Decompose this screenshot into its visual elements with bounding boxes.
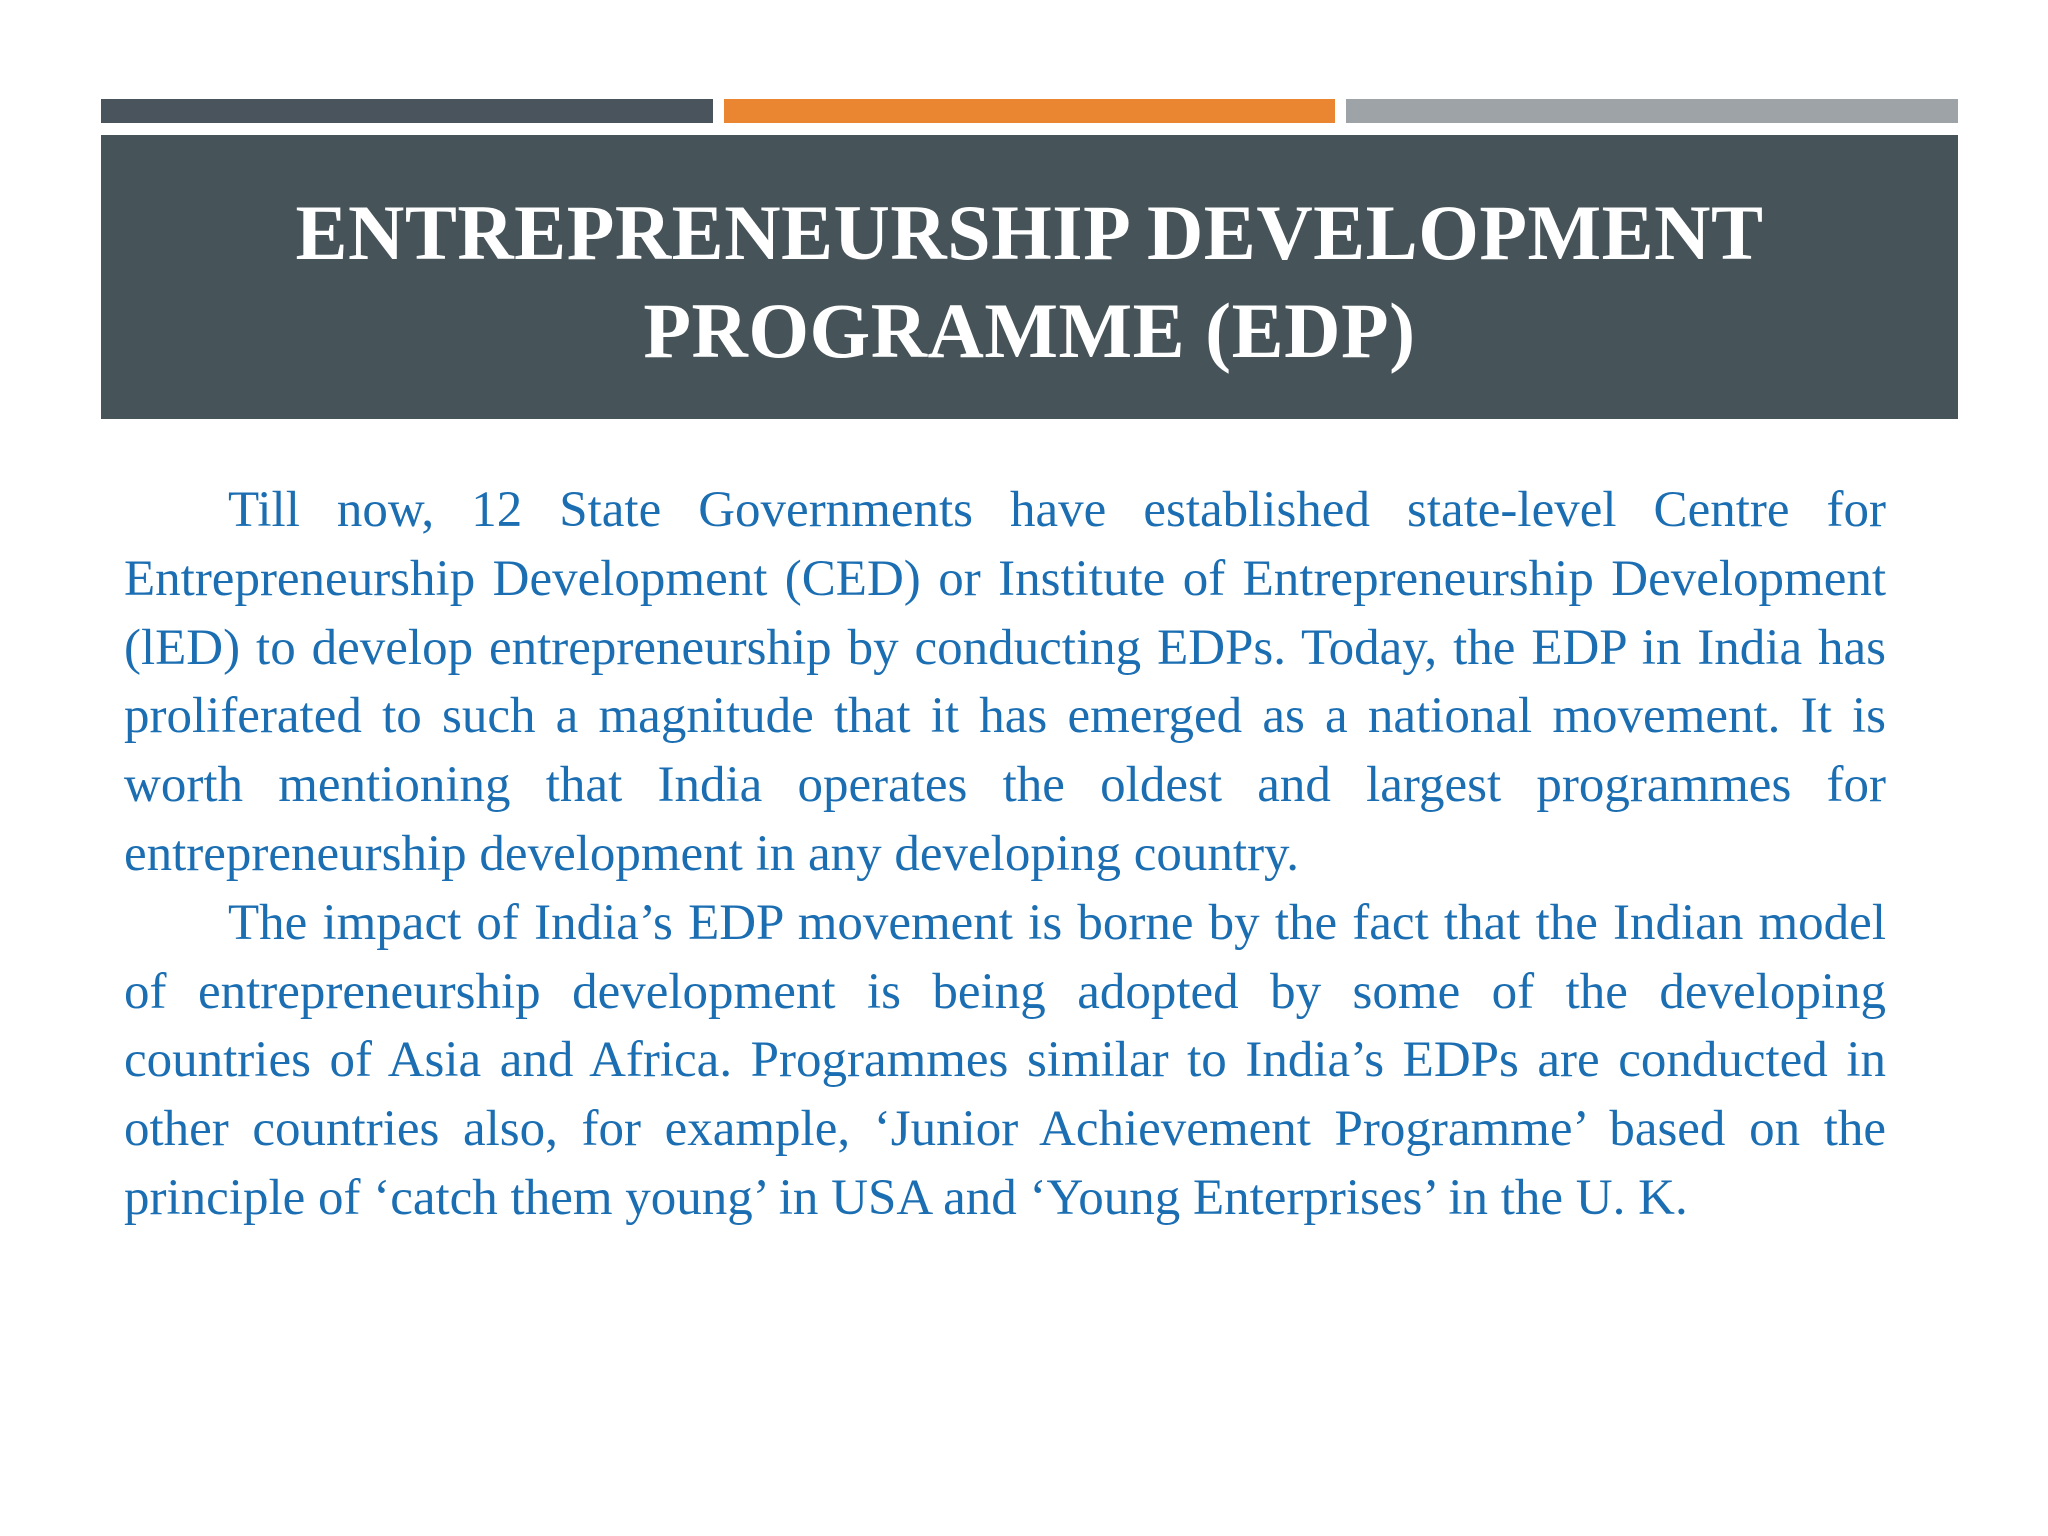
accent-bar-gray xyxy=(1346,99,1958,123)
accent-bar-dark xyxy=(101,99,713,123)
title-banner xyxy=(101,135,1958,419)
slide-title xyxy=(295,184,1763,380)
body-paragraph-2: The impact of India’s EDP movement is borne by the fact that the Indian model of entrepreneurship development is being adopted by some of the developing countries of Asia and Africa. Programmes similar to India’s EDPs are conducted in other countries also, for example, ‘Junior Achievement Programme’ based on the principle of ‘catch them young’ in USA and ‘Young Enterprises’ in the U. K. xyxy=(124,894,1886,1226)
slide-title-line-1: ENTREPRENEURSHIP DEVELOPMENT xyxy=(295,189,1764,276)
slide-body xyxy=(124,476,1886,1233)
slide-title-line-2: PROGRAMME (EDP) xyxy=(643,287,1416,374)
accent-bar-orange xyxy=(724,99,1335,123)
body-paragraph-1: Till now, 12 State Governments have established state-level Centre for Entrepreneurship Development (CED) or Institute of Entrepreneurship Development (lED) to develop entrepreneurship by conducting EDPs. Today, the EDP in India has proliferated to such a magnitude that it has emerged as a national movement. It is worth mentioning that India operates the oldest and largest programmes for entrepreneurship development in any developing country. xyxy=(124,482,1886,882)
